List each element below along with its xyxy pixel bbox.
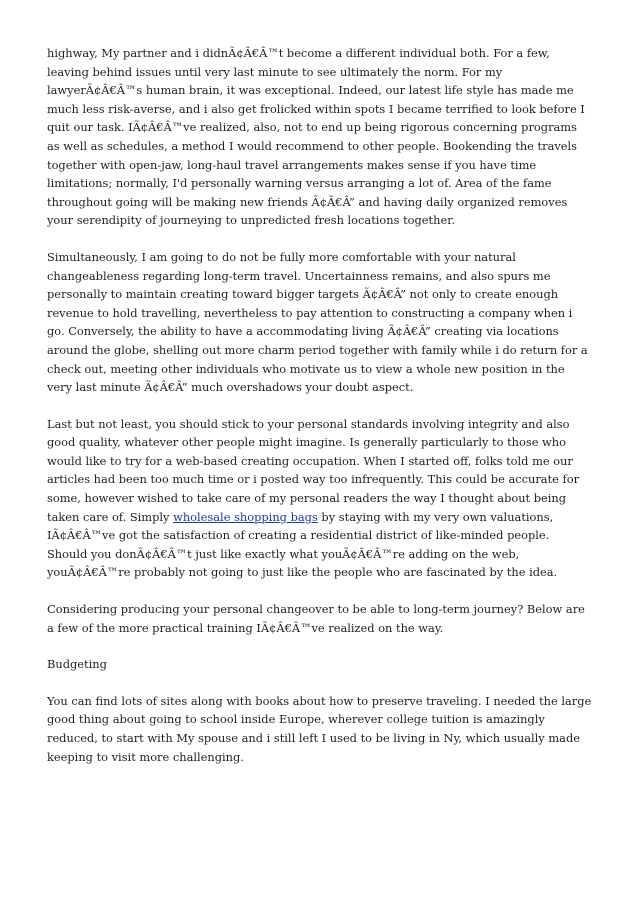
section-heading-budgeting: Budgeting <box>47 657 107 672</box>
paragraph-4: Considering producing your personal changeover to be able to long-term journey? Below are a few of the more practical training IÃ¢Â€Â™ve realized on the way. <box>47 602 585 635</box>
paragraph-3 <box>47 415 593 582</box>
paragraph-1: highway, My partner and i didnÃ¢Â€Â™t become a different individual both. For a few, leaving behind issues until very last minute to see ultimately the norm. For my lawyerÃ¢Â€Â™s human brain, it was exceptional. Indeed, our latest life style has made me much less risk-averse, and i also get frolicked within spots I became terrified to look before I quit our task. IÃ¢Â€Â™ve realized, also, not to end up being rigorous concerning programs as well as schedules, a method I would recommend to other people. Bookending the travels together with open-jaw, long-haul travel arrangements makes sense if you have time limitations; normally, I'd personally warning versus arranging a lot of. Area of the fame throughout going will be making new friends Ã¢Â€Â” and having daily organized removes your serendipity of journeying to unpredicted fresh locations together. <box>47 46 585 228</box>
wholesale-shopping-bags-link[interactable]: wholesale shopping bags <box>173 509 318 524</box>
document-page <box>47 44 593 784</box>
paragraph-3-text-after: by staying with my very own valuations, IÃ¢Â€Â™ve got the satisfaction of creating a residential district of like-minded people. Should you donÃ¢Â€Â™t just like exactly what youÃ¢Â€Â™re adding on the web, youÃ¢Â€Â™re probably not going to just like the people who are fascinated by the idea. <box>47 509 558 580</box>
paragraph-3-text-before: Last but not least, you should stick to your personal standards involving integrity and also good quality, whatever other people might imagine. Is generally particularly to those who would like to try for a web-based creating occupation. When I started off, folks told me our articles had been too much time or i posted way too infrequently. This could be accurate for some, however wished to take care of my personal readers the way I thought about being taken care of. Simply <box>47 416 580 524</box>
paragraph-2: Simultaneously, I am going to do not be fully more comfortable with your natural changeableness regarding long-term travel. Uncertainness remains, and also spurs me personally to maintain creating toward bigger targets Ã¢Â€Â” not only to create enough revenue to hold travelling, nevertheless to pay attention to constructing a company when i go. Conversely, the ability to have a accommodating living Ã¢Â€Â” creating via locations around the globe, shelling out more charm period together with family while i do return for a check out, meeting other individuals who motivate us to view a whole new position in the very last minute Ã¢Â€Â” much overshadows your doubt aspect. <box>47 249 588 395</box>
paragraph-5: You can find lots of sites along with books about how to preserve traveling. I needed the large good thing about going to school inside Europe, wherever college tuition is amazingly reduced, to start with My spouse and i still left I used to be living in Ny, which usually made keeping to visit more challenging. <box>47 693 592 764</box>
